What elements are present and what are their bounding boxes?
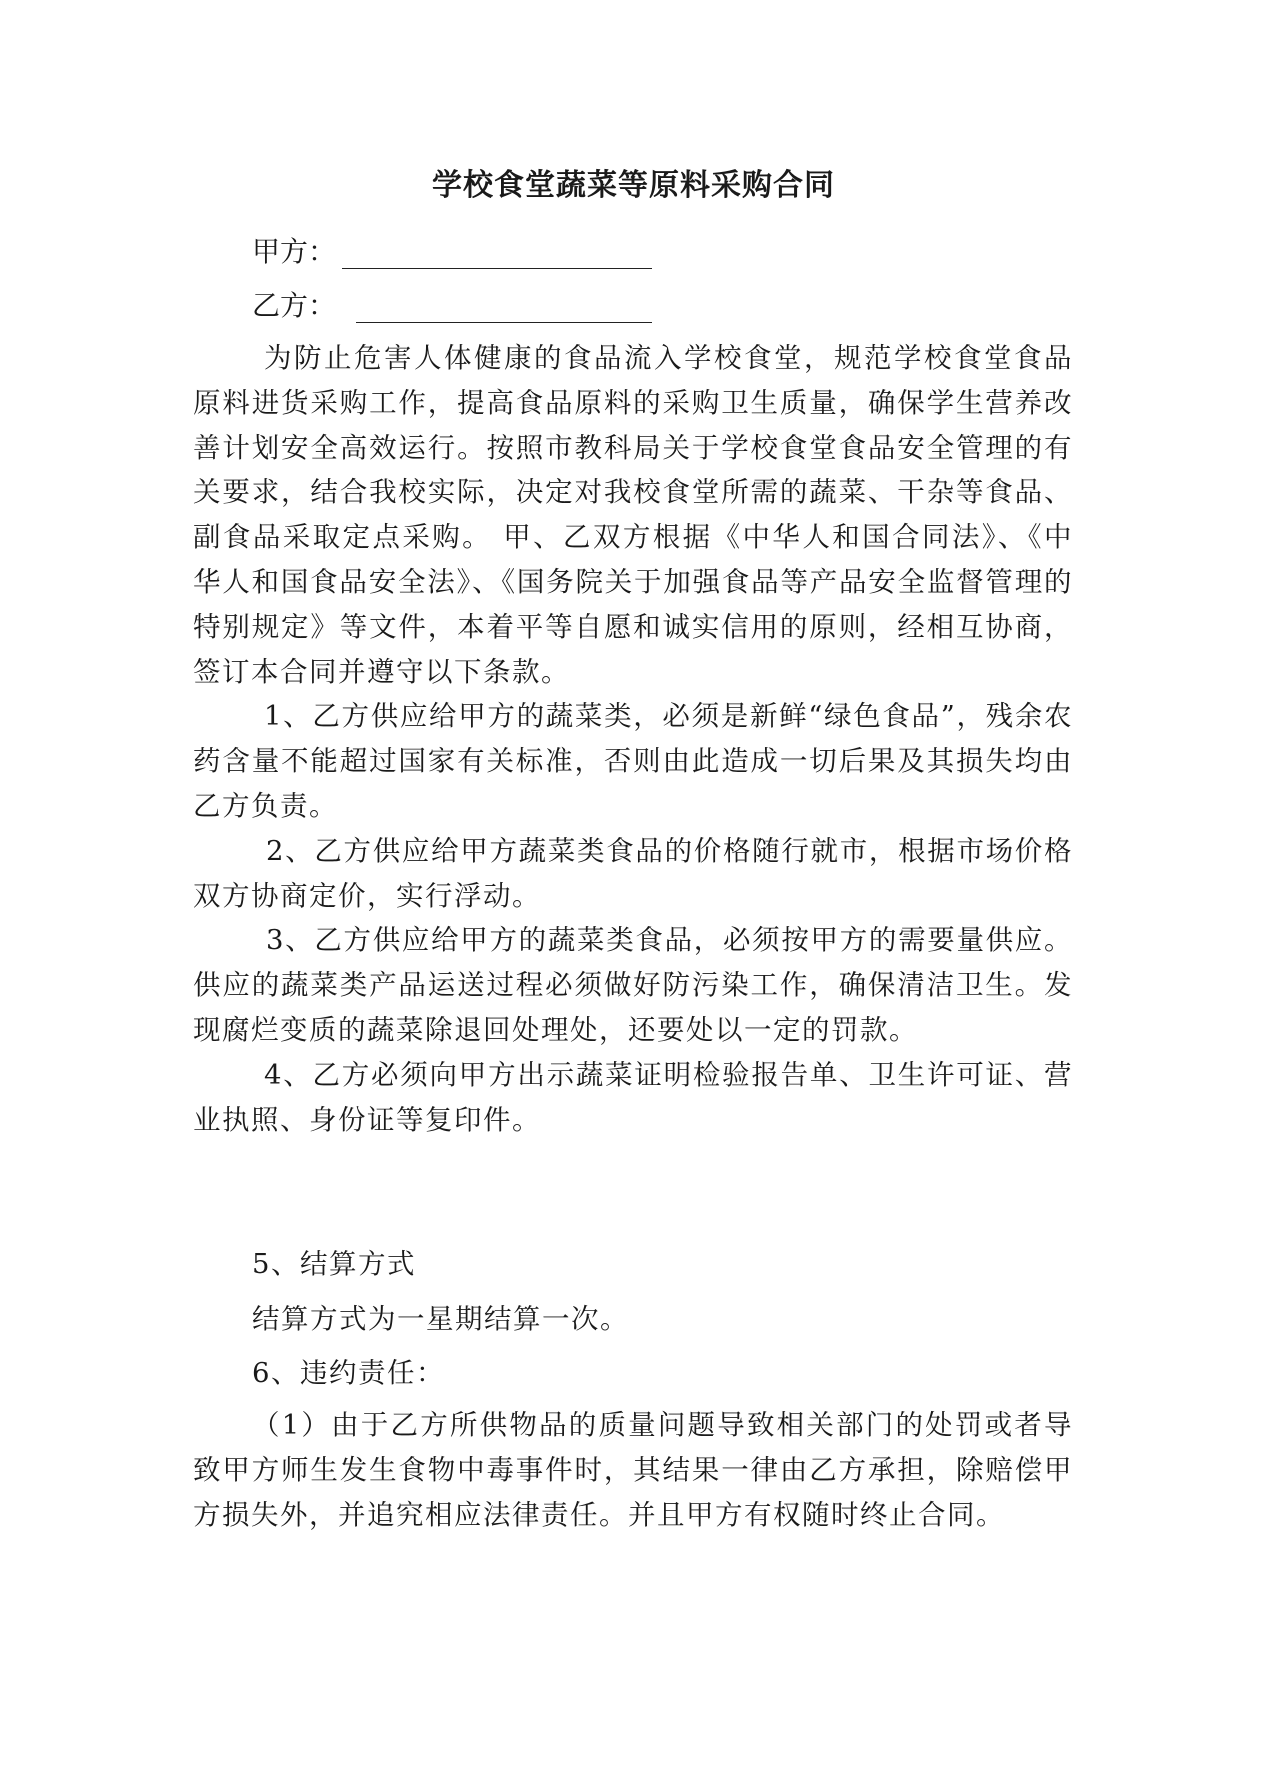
party-b-row xyxy=(252,286,336,326)
party-a-blank-line xyxy=(342,268,652,269)
liability-heading: 6、违约责任： xyxy=(252,1357,445,1389)
party-b-label: 乙方： xyxy=(252,289,337,322)
settlement-text: 结算方式为一星期结算一次。 xyxy=(252,1303,629,1335)
clause-1: 1、乙方供应给甲方的蔬菜类，必须是新鲜“绿色食品”，残余农药含量不能超过国家有关标准，否则由此造成一切后果及其损失均由乙方负责。 xyxy=(193,700,1073,822)
liability-item-1: （1）由于乙方所供物品的质量问题导致相关部门的处罚或者导致甲方师生发生食物中毒事件时，其结果一律由乙方承担，除赔偿甲方损失外，并追究相应法律责任。并且甲方有权随时终止合同。 xyxy=(193,1409,1073,1531)
clause-3: 3、乙方供应给甲方的蔬菜类食品，必须按甲方的需要量供应。供应的蔬菜类产品运送过程必须做好防污染工作，确保清洁卫生。发现腐烂变质的蔬菜除退回处理处，还要处以一定的罚款。 xyxy=(193,924,1073,1046)
party-a-row xyxy=(252,232,336,272)
intro-paragraph: 为防止危害人体健康的食品流入学校食堂，规范学校食堂食品原料进货采购工作，提高食品原料的采购卫生质量，确保学生营养改善计划安全高效运行。按照市教科局关于学校食堂食品安全管理的有关要求，结合我校实际，决定对我校食堂所需的蔬菜、干杂等食品、副食品采取定点采购。 甲、乙双方根据《中华人和国合同法》、《中华人和国食品安全法》、《国务院关于加强食品等产品安全监督管理的特别规定》等文件，本着平等自愿和诚实信用的原则，经相互协商，签订本合同并遵守以下条款。 xyxy=(193,342,1073,688)
clause-4: 4、乙方必须向甲方出示蔬菜证明检验报告单、卫生许可证、营业执照、身份证等复印件。 xyxy=(193,1058,1073,1136)
clause-2: 2、乙方供应给甲方蔬菜类食品的价格随行就市，根据市场价格双方协商定价，实行浮动。 xyxy=(193,834,1073,912)
party-a-label: 甲方： xyxy=(252,235,337,268)
document-title: 学校食堂蔬菜等原料采购合同 xyxy=(432,168,835,203)
settlement-heading: 5、结算方式 xyxy=(252,1248,416,1280)
contract-body xyxy=(193,336,1073,1142)
liability-body xyxy=(193,1403,1073,1537)
party-b-blank-line xyxy=(356,322,652,323)
